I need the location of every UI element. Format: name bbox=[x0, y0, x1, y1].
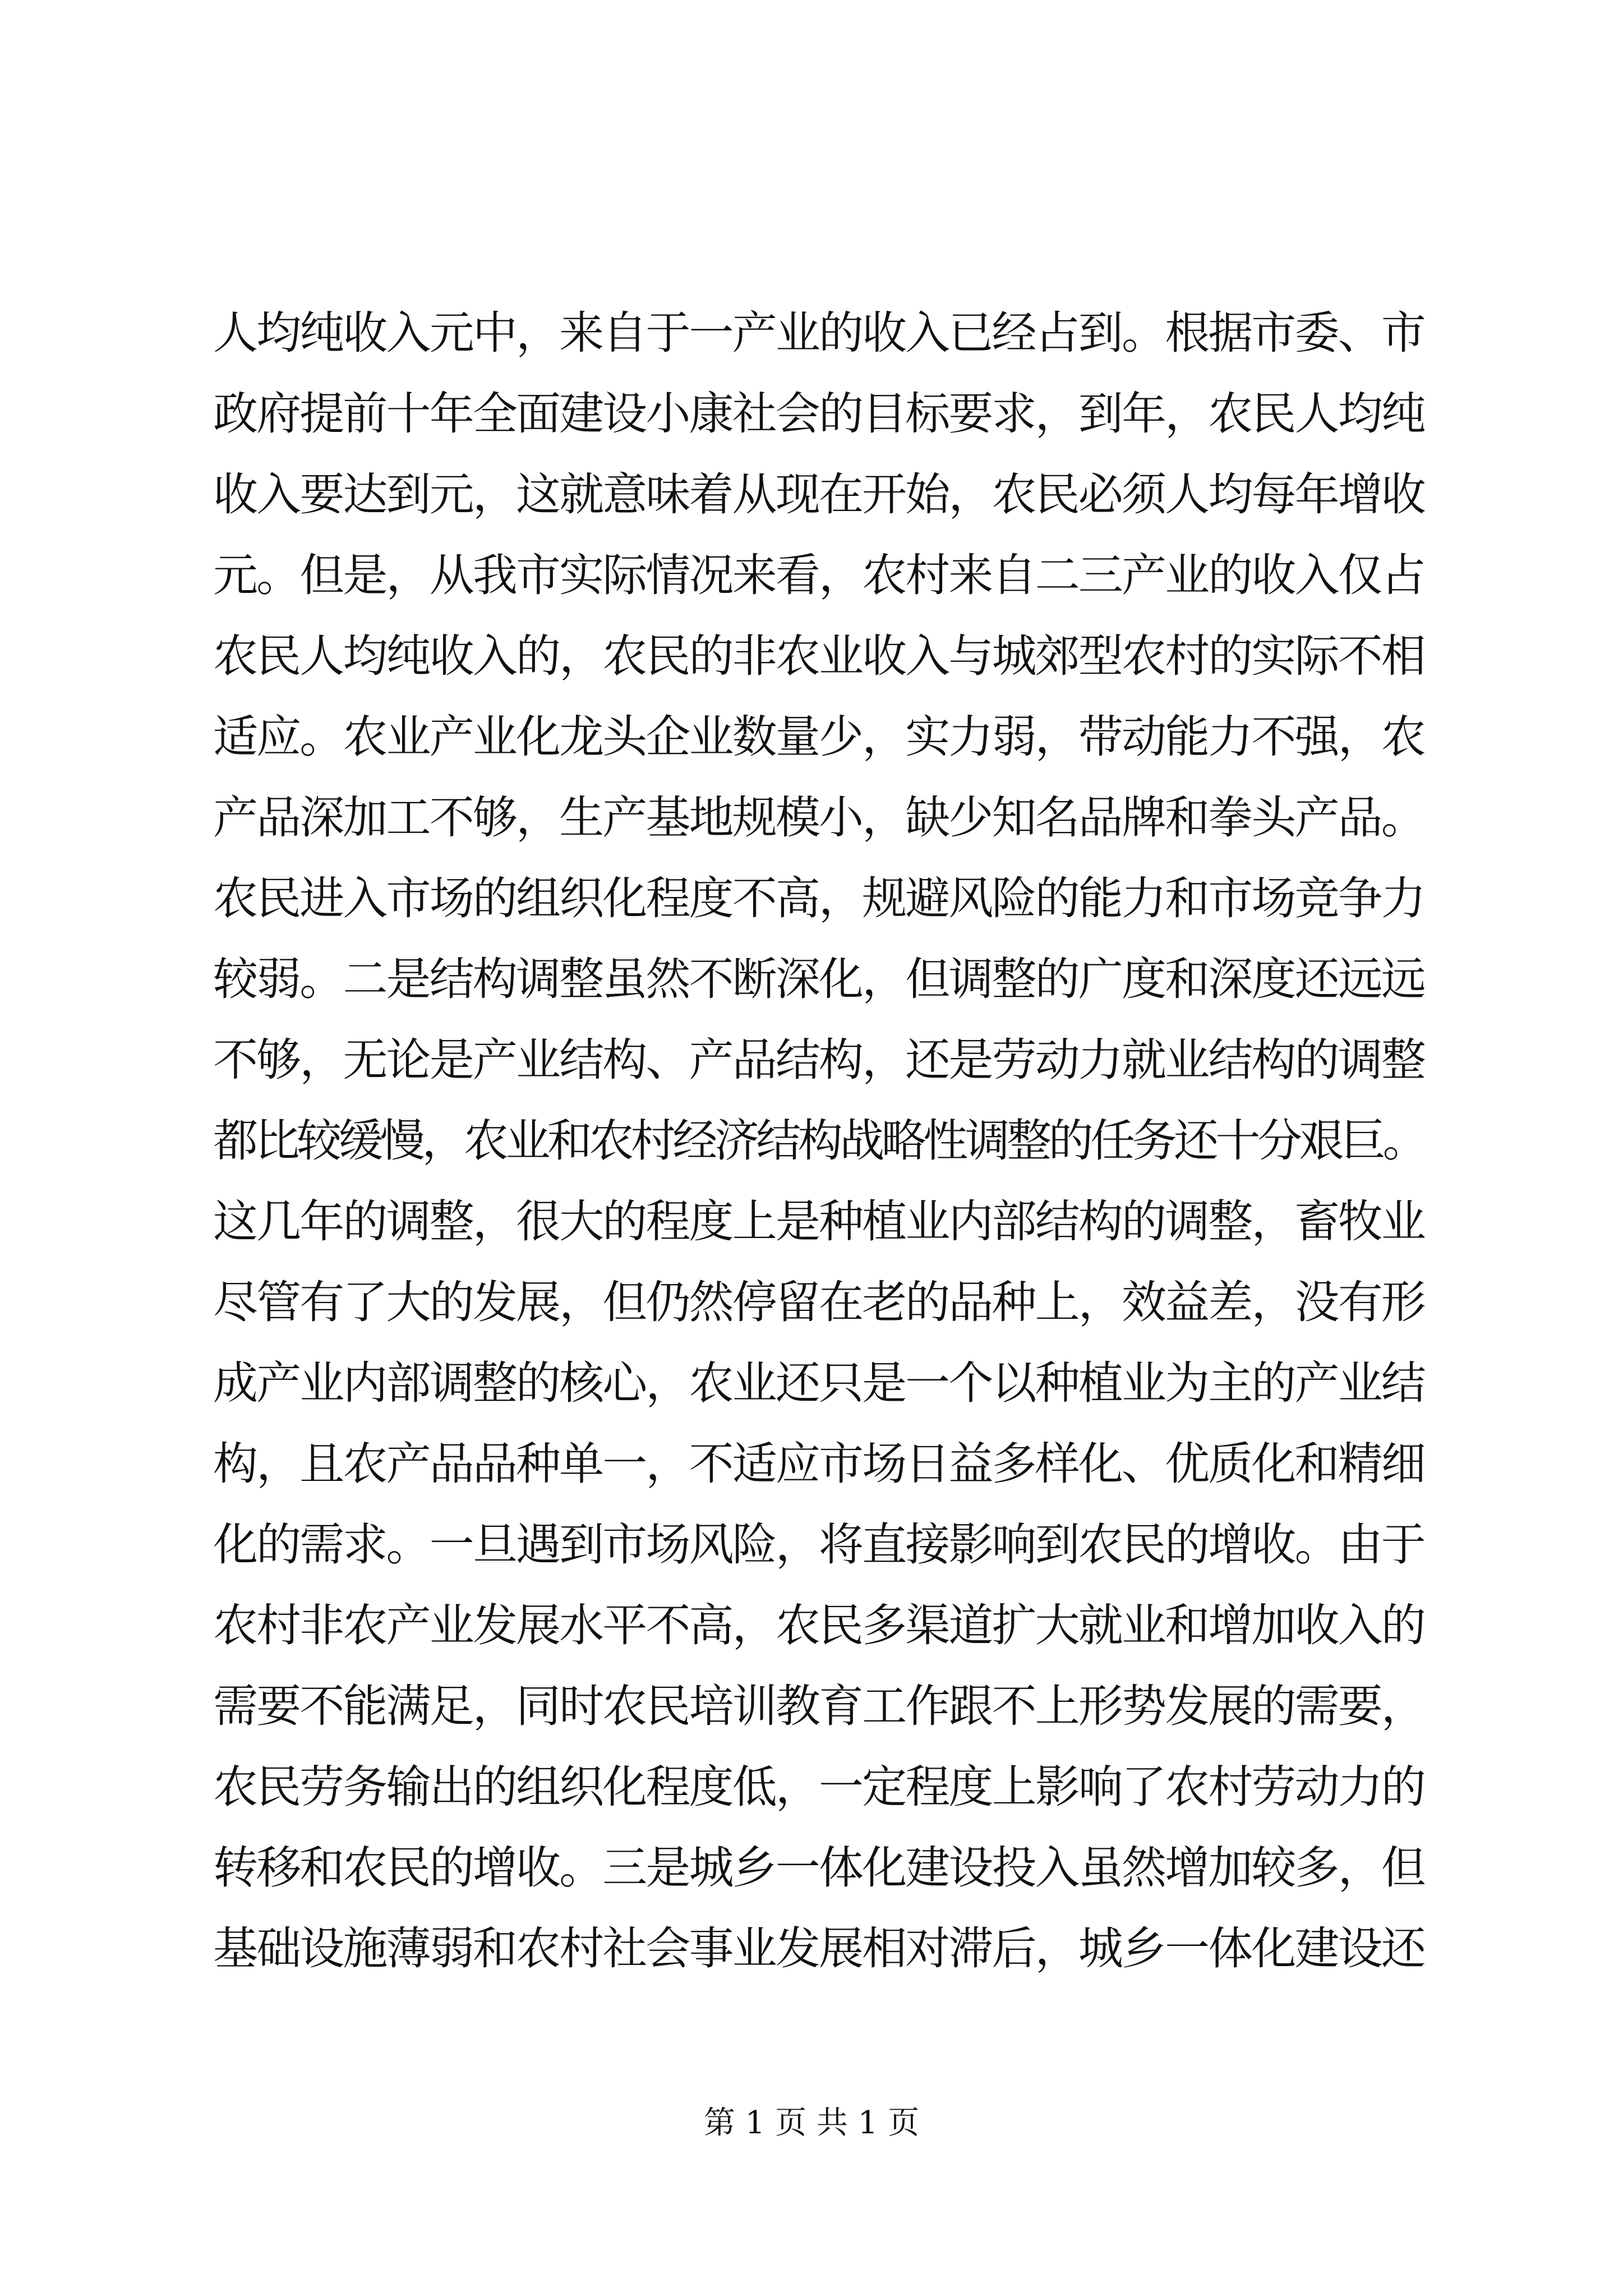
text-line: 政府提前十年全面建设小康社会的目标要求，到年，农民人均纯 bbox=[213, 388, 1424, 440]
text-line: 农民劳务输出的组织化程度低，一定程度上影响了农村劳动力的 bbox=[213, 1761, 1424, 1813]
text-line: 较弱。二是结构调整虽然不断深化，但调整的广度和深度还远远 bbox=[213, 953, 1424, 1005]
text-line: 不够，无论是产业结构、产品结构，还是劳动力就业结构的调整 bbox=[213, 1034, 1424, 1086]
text-line: 构，且农产品品种单一，不适应市场日益多样化、优质化和精细 bbox=[213, 1438, 1424, 1490]
text-line: 农村非农产业发展水平不高，农民多渠道扩大就业和增加收入的 bbox=[213, 1599, 1424, 1651]
text-line: 转移和农民的增收。三是城乡一体化建设投入虽然增加较多，但 bbox=[213, 1842, 1424, 1894]
text-line: 收入要达到元，这就意味着从现在开始，农民必须人均每年增收 bbox=[213, 468, 1424, 521]
text-line: 尽管有了大的发展，但仍然停留在老的品种上，效益差，没有形 bbox=[213, 1276, 1424, 1328]
text-line: 适应。农业产业化龙头企业数量少，实力弱，带动能力不强，农 bbox=[213, 711, 1424, 763]
text-line: 这几年的调整，很大的程度上是种植业内部结构的调整，畜牧业 bbox=[213, 1195, 1424, 1248]
body-text bbox=[213, 293, 1424, 1989]
page-footer: 第 1 页 共 1 页 bbox=[703, 2105, 920, 2141]
text-line: 化的需求。一旦遇到市场风险，将直接影响到农民的增收。由于 bbox=[213, 1519, 1424, 1571]
text-line: 需要不能满足，同时农民培训教育工作跟不上形势发展的需要， bbox=[213, 1680, 1424, 1732]
text-line: 产品深加工不够，生产基地规模小，缺少知名品牌和拳头产品。 bbox=[213, 792, 1424, 844]
text-line: 成产业内部调整的核心，农业还只是一个以种植业为主的产业结 bbox=[213, 1357, 1424, 1409]
text-line: 都比较缓慢，农业和农村经济结构战略性调整的任务还十分艰巨。 bbox=[213, 1115, 1424, 1167]
text-line: 农民进入市场的组织化程度不高，规避风险的能力和市场竞争力 bbox=[213, 872, 1424, 924]
text-line: 基础设施薄弱和农村社会事业发展相对滞后，城乡一体化建设还 bbox=[213, 1922, 1424, 1975]
text-line: 人均纯收入元中，来自于一产业的收入已经占到。根据市委、市 bbox=[213, 307, 1424, 359]
text-line: 农民人均纯收入的，农民的非农业收入与城郊型农村的实际不相 bbox=[213, 630, 1424, 682]
text-line: 元。但是，从我市实际情况来看，农村来自二三产业的收入仅占 bbox=[213, 549, 1424, 601]
